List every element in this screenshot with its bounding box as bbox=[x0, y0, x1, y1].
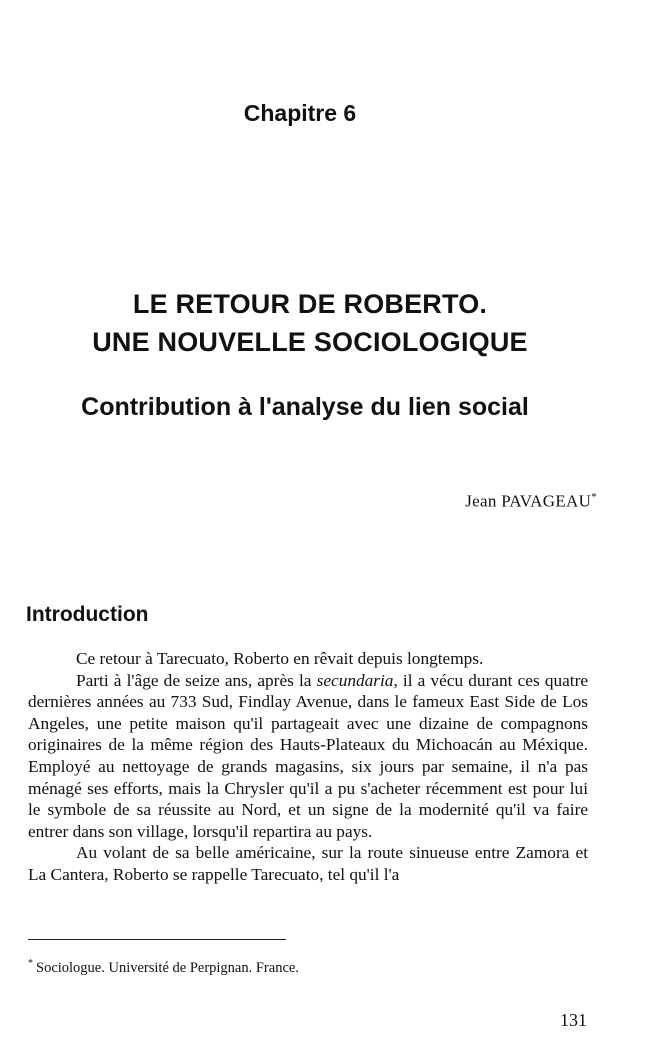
paragraph-2-emphasis: secundaria bbox=[316, 670, 394, 690]
body-text bbox=[28, 648, 588, 886]
section-heading: Introduction bbox=[26, 603, 149, 626]
paragraph-2-rest: , il a vécu durant ces quatre dernières années au 733 Sud, Findlay Avenue, dans le fameux East Side de Los Angeles, une petite maison qu'il partageait avec une dizaine de compagnons originaires de la même région des Hauts-Plateaux du Michoacán au Méxique. Employé au nettoyage de grands magasins, six jours par semaine, il n'a pas ménagé ses efforts, mais la Chrysler qu'il a pu s'acheter récemment est pour lui le symbole de sa réussite au Nord, et un signe de la modernité qu'il va faire entrer dans son village, lorsqu'il repartira au pays. bbox=[28, 670, 589, 841]
chapter-title-line-2: UNE NOUVELLE SOCIOLOGIQUE bbox=[92, 327, 528, 357]
paragraph-1: Ce retour à Tarecuato, Roberto en rêvait depuis longtemps. bbox=[76, 649, 484, 668]
chapter-subtitle: Contribution à l'analyse du lien social bbox=[81, 393, 529, 421]
paragraph-2-start: Parti à l'âge de seize ans, après la bbox=[76, 670, 317, 690]
author-footnote-marker: * bbox=[591, 491, 597, 503]
paragraph-3: Au volant de sa belle américaine, sur la route sinueuse entre Zamora et La Cantera, Roberto se rappelle Tarecuato, tel qu'il l'a bbox=[28, 843, 588, 884]
author-byline bbox=[465, 491, 597, 512]
paragraph-2 bbox=[28, 670, 588, 843]
author-name: Jean PAVAGEAU bbox=[465, 491, 592, 511]
footnote bbox=[28, 958, 299, 977]
page-number: 131 bbox=[560, 1010, 587, 1030]
chapter-title bbox=[0, 285, 620, 361]
chapter-title-line-1: LE RETOUR DE ROBERTO. bbox=[132, 289, 488, 319]
footnote-divider bbox=[28, 939, 286, 940]
footnote-text: Sociologue. Université de Perpignan. France. bbox=[36, 959, 299, 976]
chapter-label: Chapitre 6 bbox=[243, 100, 357, 126]
footnote-marker: * bbox=[28, 958, 33, 969]
